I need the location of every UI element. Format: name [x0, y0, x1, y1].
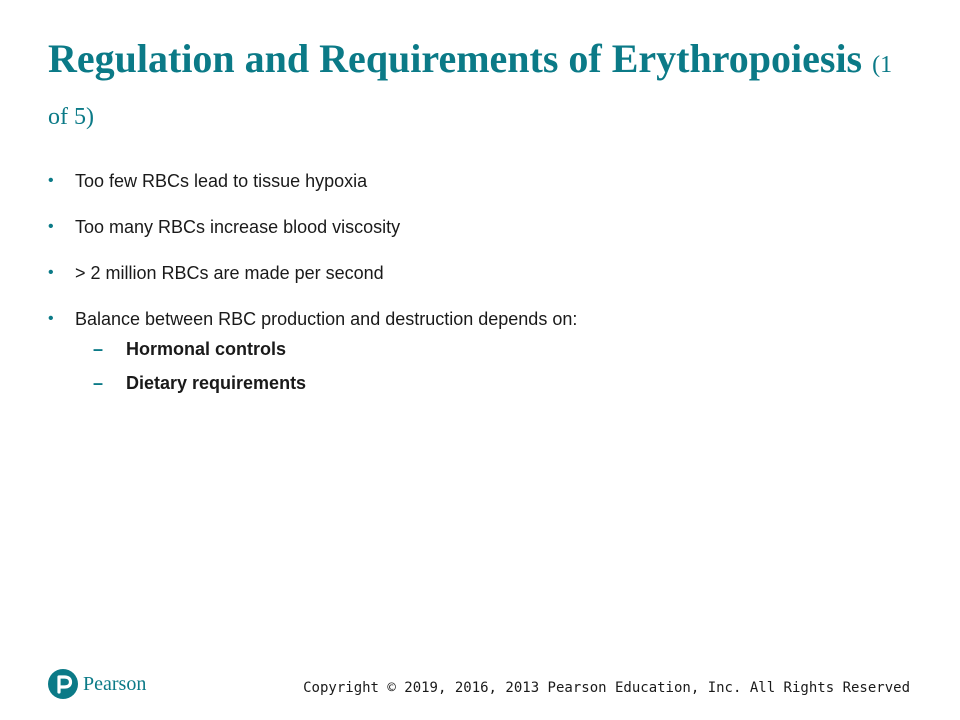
copyright-notice: Copyright © 2019, 2016, 2013 Pearson Education, Inc. All Rights Reserved	[303, 680, 910, 696]
slide-counter: (1 of 5)	[48, 52, 893, 130]
pearson-logo	[48, 668, 146, 700]
bullet-item	[48, 170, 908, 192]
bullet-text: Balance between RBC production and destruction depends on:	[75, 309, 578, 329]
sub-bullet-item	[75, 372, 908, 394]
slide-title-main: Regulation and Requirements of Erythropoiesis	[48, 36, 863, 81]
sub-bullet-text: Dietary requirements	[126, 373, 307, 393]
pearson-p-glyph	[48, 669, 78, 699]
bullet-list	[48, 170, 908, 418]
bullet-item	[48, 262, 908, 284]
bullet-marker: •	[48, 264, 54, 281]
sub-bullet-item	[75, 338, 908, 360]
dash-marker: –	[93, 339, 104, 359]
bullet-marker: •	[48, 172, 54, 189]
bullet-marker: •	[48, 310, 54, 327]
bullet-item	[48, 308, 908, 394]
dash-marker: –	[93, 373, 104, 393]
sub-bullet-list	[75, 338, 908, 394]
bullet-marker: •	[48, 218, 54, 235]
bullet-text: Too few RBCs lead to tissue hypoxia	[75, 171, 368, 191]
bullet-text: Too many RBCs increase blood viscosity	[75, 217, 401, 237]
bullet-text: > 2 million RBCs are made per second	[75, 263, 384, 283]
slide-title	[48, 36, 908, 140]
pearson-logo-icon	[48, 669, 78, 699]
bullet-item	[48, 216, 908, 238]
pearson-wordmark: Pearson	[83, 672, 147, 695]
sub-bullet-text: Hormonal controls	[126, 339, 287, 359]
